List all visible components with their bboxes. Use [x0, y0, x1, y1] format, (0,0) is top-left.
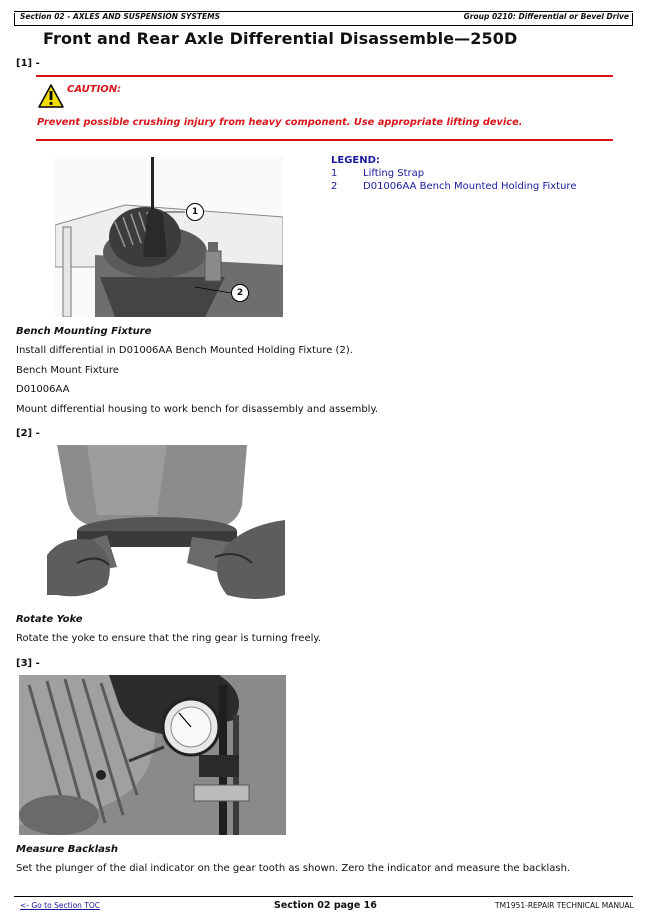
footer-page-number: Section 02 page 16: [274, 900, 377, 911]
header-left-bar: [14, 13, 15, 25]
legend-title: LEGEND:: [331, 155, 380, 166]
go-to-section-toc-link[interactable]: <- Go to Section TOC: [20, 901, 101, 910]
step-2-line-1: Rotate the yoke to ensure that the ring gear is turning freely.: [16, 633, 322, 644]
footer-manual-id: TM1951-REPAIR TECHNICAL MANUAL: [495, 901, 634, 910]
legend-item-1-text: Lifting Strap: [363, 168, 425, 179]
caution-top-rule: [36, 75, 613, 77]
callout-1: 1: [186, 203, 204, 221]
step-1-label: [1] -: [16, 58, 40, 69]
rotate-yoke-photo: [47, 445, 285, 603]
step-1-line-4: Mount differential housing to work bench for disassembly and assembly.: [16, 404, 379, 415]
callout-2: 2: [231, 284, 249, 302]
step-3-label: [3] -: [16, 658, 40, 669]
header-right-bar: [632, 13, 633, 25]
header-group: Group 0210: Differential or Bevel Drive: [463, 12, 629, 21]
caution-label: CAUTION:: [67, 84, 122, 95]
step-1-line-1: Install differential in D01006AA Bench Mounted Holding Fixture (2).: [16, 345, 353, 356]
warning-triangle-icon: [38, 83, 64, 109]
step-3-line-1: Set the plunger of the dial indicator on the gear tooth as shown. Zero the indicator and measure the backlash.: [16, 863, 571, 874]
step-1-line-3: D01006AA: [16, 384, 70, 395]
legend-item-2-text: D01006AA Bench Mounted Holding Fixture: [363, 181, 577, 192]
measure-backlash-photo: [19, 675, 286, 835]
legend-item-1-num: 1: [331, 168, 338, 179]
header-bottom-rule: [14, 25, 633, 26]
caution-bottom-rule: [36, 139, 613, 141]
bench-fixture-photo: [55, 157, 283, 317]
page-title: Front and Rear Axle Differential Disassemble—250D: [43, 29, 518, 48]
footer-rule: [14, 896, 633, 897]
step-2-label: [2] -: [16, 428, 40, 439]
step-1-heading: Bench Mounting Fixture: [16, 326, 152, 337]
step-3-heading: Measure Backlash: [16, 844, 118, 855]
header-section: Section 02 - AXLES AND SUSPENSION SYSTEMS: [20, 12, 220, 21]
caution-text: Prevent possible crushing injury from heavy component. Use appropriate lifting device.: [37, 117, 523, 128]
step-1-line-2: Bench Mount Fixture: [16, 365, 119, 376]
legend-item-2-num: 2: [331, 181, 338, 192]
step-2-heading: Rotate Yoke: [16, 614, 83, 625]
